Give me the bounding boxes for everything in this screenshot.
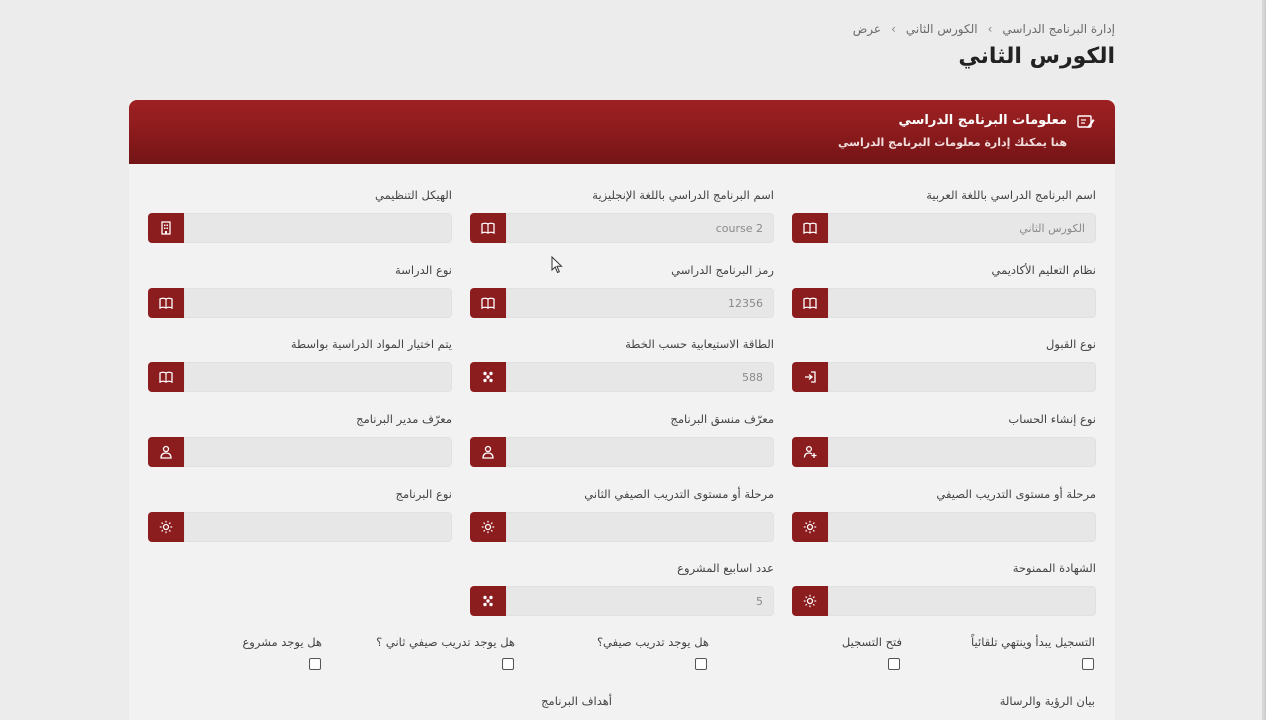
field-label: نوع البرنامج — [395, 487, 452, 501]
field-label: معرّف مدير البرنامج — [356, 412, 452, 426]
page-title: الكورس الثاني — [958, 44, 1115, 69]
mouse-cursor-icon — [551, 256, 563, 274]
field-admission-type — [792, 335, 1096, 393]
field-manager-id — [148, 410, 452, 468]
breadcrumb-item-view: عرض — [852, 22, 882, 36]
field-name-en — [470, 186, 774, 244]
field-project-weeks — [470, 559, 774, 617]
sun-icon — [470, 512, 506, 542]
field-academic-system — [792, 261, 1096, 319]
field-label: رمز البرنامج الدراسي — [671, 263, 774, 277]
field-coordinator-id — [470, 410, 774, 468]
checkbox-summer-training-2 — [376, 635, 515, 649]
project-weeks-input[interactable]: 5 — [506, 586, 774, 616]
breadcrumb-item-program-management[interactable]: إدارة البرنامج الدراسي — [1002, 22, 1115, 36]
book-icon — [792, 288, 828, 318]
checkbox-auto-registration — [971, 635, 1095, 649]
field-label: عدد اسابيع المشروع — [677, 561, 774, 575]
field-org-structure — [148, 186, 452, 244]
field-study-type — [148, 261, 452, 319]
field-program-type — [148, 485, 452, 543]
card-subtitle: هنا يمكنك إدارة معلومات البرنامج الدراسي — [838, 136, 1067, 149]
field-label: الهيكل التنظيمي — [375, 188, 452, 202]
checkbox-summer-training — [597, 635, 709, 649]
field-certificate — [792, 559, 1096, 617]
building-icon — [148, 213, 184, 243]
coordinator-id-input[interactable] — [506, 437, 774, 467]
field-summer-training — [792, 485, 1096, 543]
program-code-input[interactable]: 12356 — [506, 288, 774, 318]
checkbox-label: هل يوجد تدريب صيفي ثاني ؟ — [376, 635, 515, 649]
book-icon — [792, 213, 828, 243]
summer-training-2-input[interactable] — [506, 512, 774, 542]
book-icon — [148, 288, 184, 318]
user-plus-icon — [792, 437, 828, 467]
book-icon — [470, 288, 506, 318]
breadcrumb-item-course[interactable]: الكورس الثاني — [905, 22, 978, 36]
academic-system-input[interactable] — [828, 288, 1096, 318]
field-subject-selection — [148, 335, 452, 393]
admission-type-input[interactable] — [828, 362, 1096, 392]
checkbox-project — [242, 635, 322, 649]
name-en-input[interactable]: course 2 — [506, 213, 774, 243]
field-label: نوع القبول — [1046, 337, 1096, 351]
book-icon — [470, 213, 506, 243]
field-label: مرحلة أو مستوى التدريب الصيفي — [936, 487, 1096, 501]
manager-id-input[interactable] — [184, 437, 452, 467]
field-label: نظام التعليم الأكاديمي — [991, 263, 1096, 277]
field-capacity — [470, 335, 774, 393]
chevron-left-icon: › — [891, 22, 896, 36]
sun-icon — [792, 586, 828, 616]
vision-label: بيان الرؤية والرسالة — [999, 694, 1095, 708]
chevron-left-icon: › — [987, 22, 993, 36]
users-icon — [470, 362, 506, 392]
program-type-input[interactable] — [184, 512, 452, 542]
checkbox-label: التسجيل يبدأ وينتهي تلقائياً — [971, 635, 1095, 649]
field-label: مرحلة أو مستوى التدريب الصيفي الثاني — [584, 487, 774, 501]
window-edge — [1266, 0, 1280, 720]
field-label: يتم اختيار المواد الدراسية بواسطة — [290, 337, 452, 351]
field-label: اسم البرنامج الدراسي باللغة العربية — [926, 188, 1096, 202]
field-label: معرّف منسق البرنامج — [670, 412, 774, 426]
goals-label: أهداف البرنامج — [541, 694, 612, 708]
card-header — [129, 100, 1115, 164]
field-account-creation — [792, 410, 1096, 468]
field-label: نوع الدراسة — [395, 263, 452, 277]
field-program-code — [470, 261, 774, 319]
sun-icon — [792, 512, 828, 542]
study-type-input[interactable] — [184, 288, 452, 318]
book-icon — [148, 362, 184, 392]
field-summer-training-2 — [470, 485, 774, 543]
certificate-input[interactable] — [828, 586, 1096, 616]
card-title: معلومات البرنامج الدراسي — [898, 113, 1067, 128]
breadcrumb — [853, 22, 1115, 36]
checkbox-label: فتح التسجيل — [841, 635, 902, 649]
org-structure-input[interactable] — [184, 213, 452, 243]
field-label: نوع إنشاء الحساب — [1008, 412, 1096, 426]
user-icon — [148, 437, 184, 467]
login-icon — [792, 362, 828, 392]
sun-icon — [148, 512, 184, 542]
field-label: اسم البرنامج الدراسي باللغة الإنجليزية — [592, 188, 774, 202]
name-ar-input[interactable]: الكورس الثاني — [828, 213, 1096, 243]
field-name-ar — [792, 186, 1096, 244]
field-label: الشهادة الممنوحة — [1012, 561, 1096, 575]
users-icon — [470, 586, 506, 616]
field-label: الطاقة الاستيعابية حسب الخطة — [625, 337, 774, 351]
capacity-input[interactable]: 588 — [506, 362, 774, 392]
edit-document-icon — [1077, 114, 1095, 130]
subject-selection-input[interactable] — [184, 362, 452, 392]
account-creation-input[interactable] — [828, 437, 1096, 467]
summer-training-input[interactable] — [828, 512, 1096, 542]
checkbox-label: هل يوجد تدريب صيفي؟ — [596, 635, 709, 649]
checkbox-label: هل يوجد مشروع — [242, 635, 322, 649]
user-icon — [470, 437, 506, 467]
checkbox-open-registration — [842, 635, 902, 649]
